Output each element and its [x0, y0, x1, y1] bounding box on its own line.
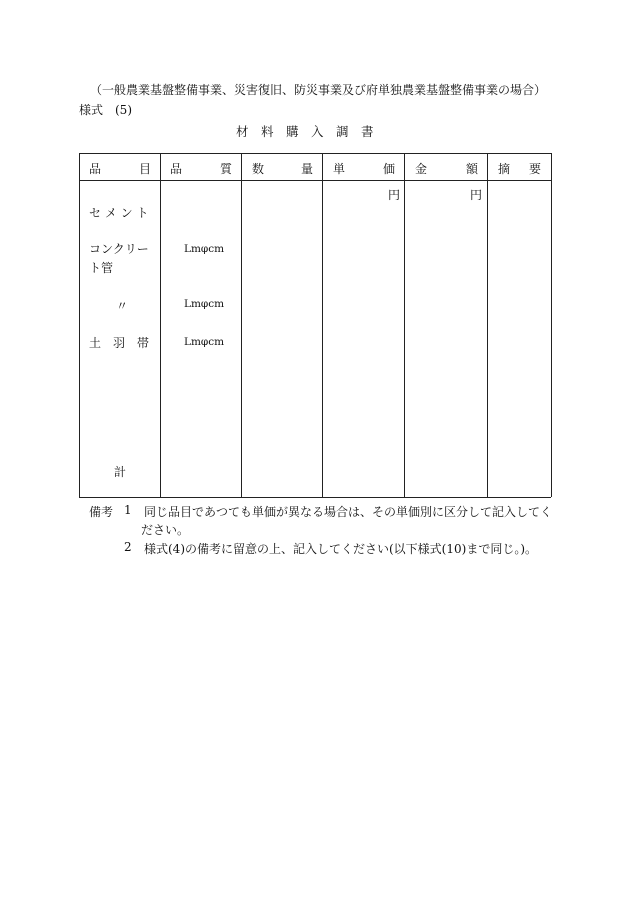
- table-bottom-border: [79, 497, 551, 498]
- col-border: [404, 153, 405, 497]
- col-border: [79, 153, 80, 497]
- note-2-number: 2: [124, 540, 132, 554]
- header-unit-price-2: 価: [383, 162, 396, 176]
- form-subtitle: （一般農業基盤整備事業、災害復旧、防災事業及び府単独農業基盤整備事業の場合）: [90, 83, 547, 97]
- note-1-text-cont: ださい。: [141, 523, 190, 537]
- header-quality-2: 質: [220, 162, 233, 176]
- row-item: 土 羽 帯: [89, 336, 150, 350]
- form-number: 様式 (5): [79, 103, 132, 117]
- header-item-2: 目: [139, 162, 152, 176]
- amount-yen: 円: [470, 188, 483, 202]
- header-quantity-2: 量: [301, 162, 314, 176]
- header-amount-2: 額: [466, 162, 479, 176]
- header-remarks-1: 摘: [498, 162, 511, 176]
- header-item-1: 品: [89, 162, 102, 176]
- col-border: [551, 153, 552, 497]
- note-2-text: 様式(4)の備考に留意の上、記入してください(以下様式(10)まで同じ。)。: [144, 542, 537, 556]
- document-title: 材 料 購 入 調 書: [236, 124, 374, 139]
- header-quality-1: 品: [170, 162, 183, 176]
- note-1-number: 1: [124, 503, 132, 517]
- row-item: 〃: [116, 299, 129, 313]
- row-item-cont: ト管: [89, 261, 114, 275]
- notes-label: 備考: [89, 505, 114, 519]
- note-1-text: 同じ品目であつても単価が異なる場合は、その単価別に区分して記入してく: [144, 505, 553, 519]
- row-quality: Lmφcm: [184, 336, 225, 348]
- row-item: セ メ ン ト: [89, 206, 149, 220]
- row-item: コンクリー: [89, 242, 149, 256]
- row-quality: Lmφcm: [184, 243, 225, 255]
- header-unit-price-1: 単: [333, 162, 346, 176]
- total-label: 計: [114, 465, 127, 479]
- header-amount-1: 金: [415, 162, 428, 176]
- col-border: [241, 153, 242, 497]
- table-top-border: [79, 153, 551, 154]
- header-quantity-1: 数: [252, 162, 265, 176]
- row-quality: Lmφcm: [184, 298, 225, 310]
- col-border: [487, 153, 488, 497]
- header-bottom-border: [79, 180, 551, 181]
- col-border: [160, 153, 161, 497]
- col-border: [322, 153, 323, 497]
- header-remarks-2: 要: [529, 162, 542, 176]
- unit-price-yen: 円: [388, 188, 401, 202]
